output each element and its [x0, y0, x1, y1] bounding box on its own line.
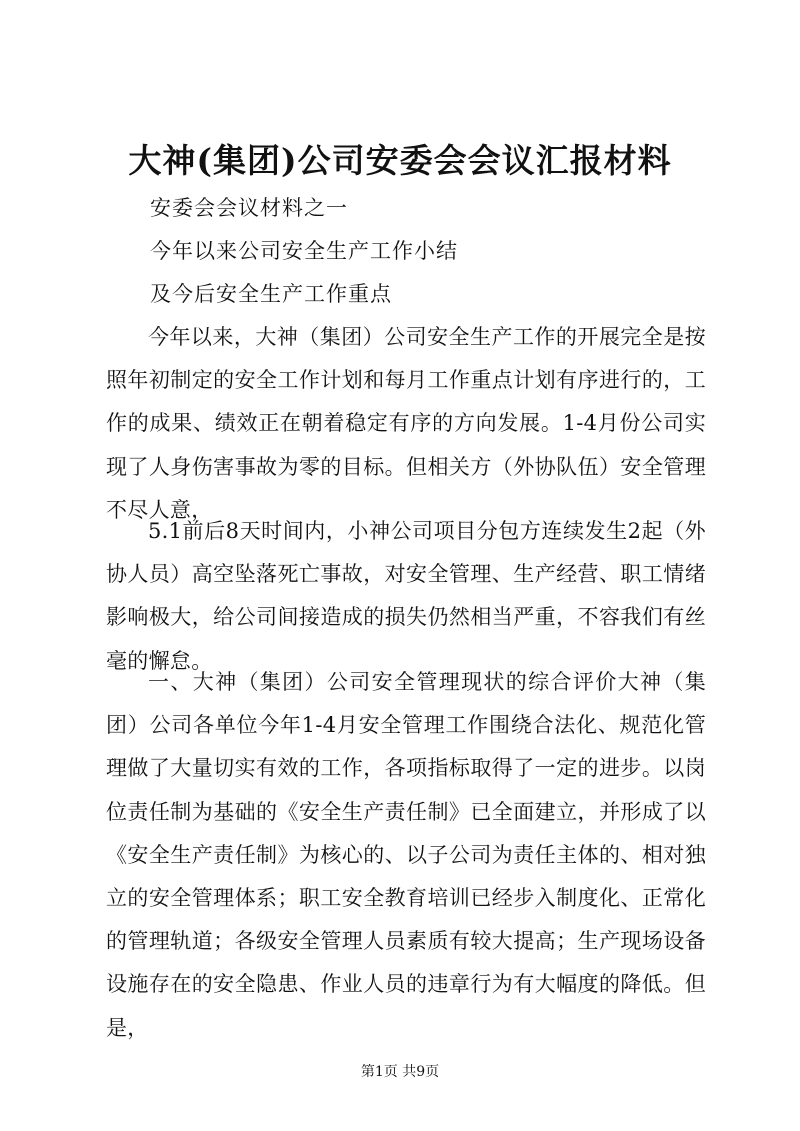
subtitle-meeting-material: 安委会会议材料之一 — [150, 196, 348, 220]
paragraph-overview: 今年以来，大神（集团）公司安全生产工作的开展完全是按照年初制定的安全工作计划和每月工作重点计划有序进行的，工作的成果、绩效正在朝着稳定有序的方向发展。1-4月份公司实现了人身伤害事故为零的目标。但相关方（外协队伍）安全管理不尽人意， — [106, 325, 706, 522]
subtitle-work-focus: 及今后安全生产工作重点 — [150, 282, 392, 306]
page-footer: 第1页 共9页 — [360, 1064, 440, 1080]
paragraph-accident: 5.1前后8天时间内，小神公司项目分包方连续发生2起（外协人员）高空坠落死亡事故，对安全管理、生产经营、职工情绪影响极大，给公司间接造成的损失仍然相当严重，不容我们有丝毫的懈怠。 — [106, 519, 706, 673]
document-title: 大神(集团)公司安委会会议汇报材料 — [128, 141, 672, 180]
paragraph-evaluation: 一、大神（集团）公司安全管理现状的综合评价大神（集团）公司各单位今年1-4月安全管理工作围绕合法化、规范化管理做了大量切实有效的工作，各项指标取得了一定的进步。以岗位责任制为基础的《安全生产责任制》已全面建立，并形成了以《安全生产责任制》为核心的、以子公司为责任主体的、相对独立的安全管理体系；职工安全教育培训已经步入制度化、正常化的管理轨道；各级安全管理人员素质有较大提高；生产现场设备设施存在的安全隐患、作业人员的违章行为有大幅度的降低。但是， — [106, 670, 706, 1040]
subtitle-work-summary: 今年以来公司安全生产工作小结 — [150, 239, 458, 263]
